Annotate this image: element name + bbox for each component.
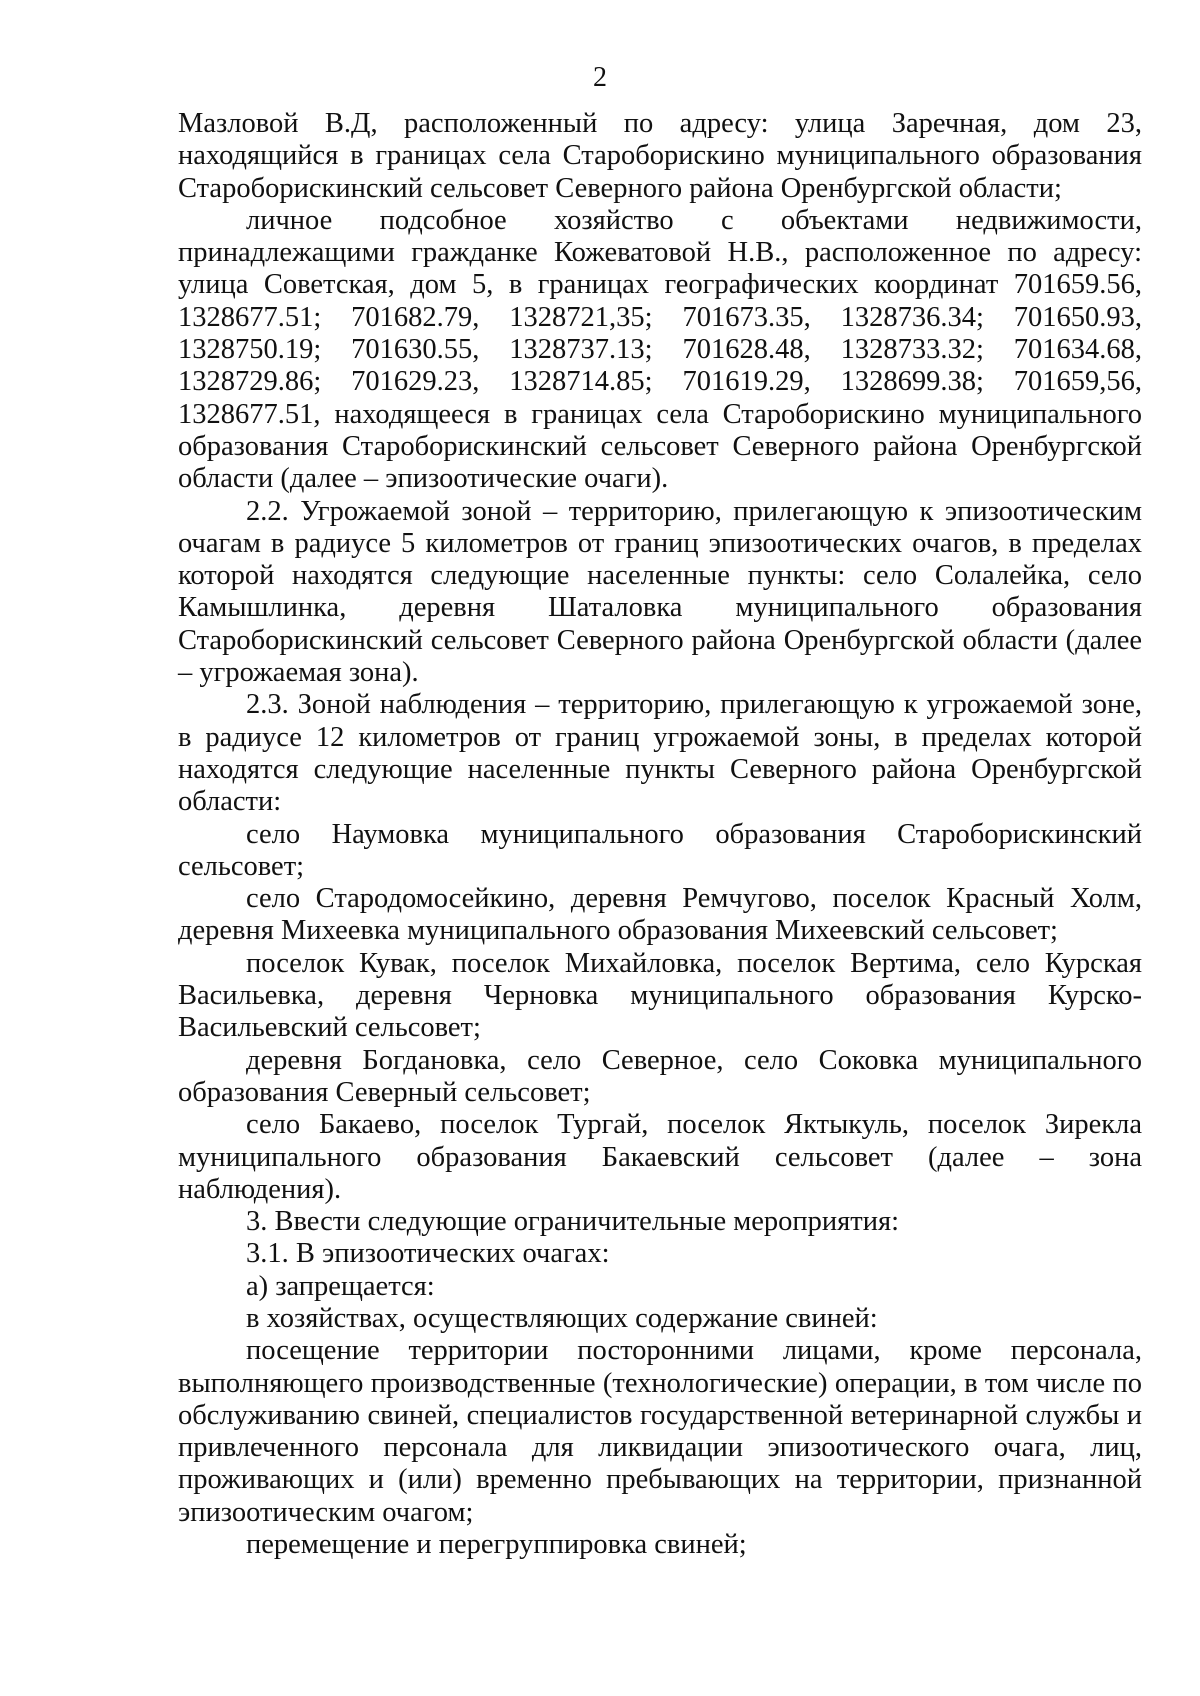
paragraph-section-3-1: 3.1. В эпизоотических очагах: — [246, 1238, 610, 1270]
paragraph-bakaevsky: село Бакаево, поселок Тургай, поселок Яктыкуль, поселок Зирекла муниципального образования Бакаевский сельсовет (далее – зона наблюдения). — [178, 1109, 1142, 1205]
paragraph-item-a: а) запрещается: — [246, 1270, 435, 1302]
paragraph-household-coordinates: личное подсобное хозяйство с объектами недвижимости, принадлежащими гражданке Кожеватовой Н.В., расположенное по адресу: улица Советская, дом 5, в границах географических координат 701659.56, 1328677.51; 701682.79, 1328721,35; 701673.35, 1328736.34; 701650.93, 1328750.19; 701630.55, 1328737.13; 701628.48, 1328733.32; 701634.68, 1328729.86; 701629.23, 1328714.85; 701619.29, 1328699.38; 701659,56, 1328677.51, находящееся в границах села Староборискино муниципального образования Староборискинский сельсовет Северного района Оренбургской области (далее – эпизоотические очаги). — [178, 204, 1142, 495]
document-body — [178, 108, 1142, 1561]
paragraph-observation-zone: 2.3. Зоной наблюдения – территорию, прилегающую к угрожаемой зоне, в радиусе 12 километров от границ угрожаемой зоны, в пределах которой находятся следующие населенные пункты Северного района Оренбургской области: — [178, 689, 1142, 818]
paragraph-threatened-zone: 2.2. Угрожаемой зоной – территорию, прилегающую к эпизоотическим очагам в радиусе 5 километров от границ эпизоотических очагов, в пределах которой находятся следующие населенные пункты: село Солалейка, село Камышлинка, деревня Шаталовка муниципального образования Староборискинский сельсовет Северного района Оренбургской области (далее – угрожаемая зона). — [178, 495, 1142, 689]
paragraph-mikheevsky: село Стародомосейкино, деревня Ремчугово, поселок Красный Холм, деревня Михеевка муниципального образования Михеевский сельсовет; — [178, 883, 1142, 947]
page-number: 2 — [593, 62, 607, 93]
paragraph-pig-farms: в хозяйствах, осуществляющих содержание свиней: — [246, 1302, 878, 1334]
paragraph-visiting-ban: посещение территории посторонними лицами, кроме персонала, выполняющего производственные (технологические) операции, в том числе по обслуживанию свиней, специалистов государственной ветеринарной службы и привлеченного персонала для ликвидации эпизоотического очага, лиц, проживающих и (или) временно пребывающих на территории, признанной эпизоотическим очагом; — [178, 1335, 1142, 1528]
paragraph-kursko-vasilievsky: поселок Кувак, поселок Михайловка, поселок Вертима, село Курская Васильевка, деревня Черновка муниципального образования Курско-Васильевский сельсовет; — [178, 947, 1142, 1044]
paragraph-movement-ban: перемещение и перегруппировка свиней; — [246, 1529, 747, 1561]
paragraph-naumovka: село Наумовка муниципального образования Староборискинский сельсовет; — [178, 818, 1142, 882]
paragraph-continuation: Мазловой В.Д, расположенный по адресу: улица Заречная, дом 23, находящийся в границах села Староборискино муниципального образования Староборискинский сельсовет Северного района Оренбургской области; — [178, 108, 1142, 204]
paragraph-severny: деревня Богдановка, село Северное, село Соковка муниципального образования Северный сельсовет; — [178, 1044, 1142, 1108]
paragraph-section-3: 3. Ввести следующие ограничительные мероприятия: — [246, 1206, 900, 1238]
